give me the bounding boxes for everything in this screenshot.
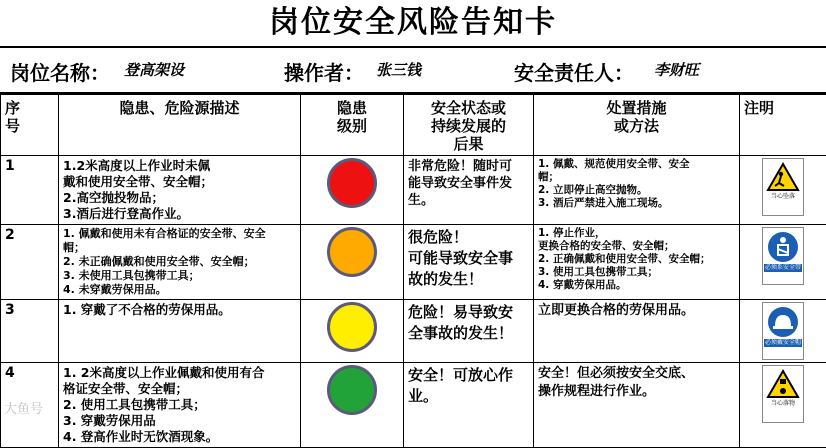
sign-caption: 当心落物 [771,400,795,408]
operator-label: 操作者： [284,57,364,86]
level-indicator [327,227,377,277]
row-consequence: 安全！可放心作 业。 [404,363,534,448]
responsible-label: 安全责任人： [514,57,634,86]
row-measures: 安全！但必须按安全交底、 操作规程进行作业。 [534,363,740,448]
row-num: 4 [1,363,59,448]
watermark: 大鱼号 [4,398,43,417]
row-hazard: 1. 穿戴了不合格的劳保用品。 [59,300,301,363]
fall-warning-icon [762,158,804,216]
level-indicator [327,365,377,415]
row-num: 1 [1,156,59,225]
post-label: 岗位名称： [10,57,110,86]
row-consequence: 非常危险！随时可 能导致安全事件发 生。 [404,156,534,225]
page-title: 岗位安全风险告知卡 [0,0,826,48]
table-row [1,300,826,363]
row-note [740,300,826,363]
row-measures: 1. 佩戴、规范使用安全带、安全 帽； 2. 立即停止高空抛物。 3. 酒后严禁进入施工现场。 [534,156,740,225]
risk-table [0,94,826,448]
sign-caption: 必须戴安全帽 [764,339,802,347]
row-level [301,156,404,225]
row-consequence: 危险！易导致安 全事故的发生！ [404,300,534,363]
level-indicator [327,158,377,208]
header-measures: 处置措施 或方法 [534,95,740,156]
sign-caption: 必须系安全带 [764,264,802,272]
operator-value: 张三钱 [376,59,421,80]
info-row [0,48,826,94]
row-hazard: 1. 2米高度以上作业佩戴和使用有合 格证安全带、安全帽； 2. 使用工具包携带工具； 3. 穿戴劳保用品 4. 登高作业时无饮酒现象。 [59,363,301,448]
row-num: 3 [1,300,59,363]
safety-belt-icon [762,227,804,285]
table-row [1,225,826,300]
header-hazard: 隐患、危险源描述 [59,95,301,156]
table-row [1,363,826,448]
row-level [301,225,404,300]
post-value: 登高架设 [124,59,184,80]
level-indicator [327,302,377,352]
header-level: 隐患 级别 [301,95,404,156]
row-note [740,225,826,300]
header-row [1,95,826,156]
row-num: 2 [1,225,59,300]
falling-object-warning-icon [762,365,804,423]
row-note [740,363,826,448]
header-note: 注明 [740,95,826,156]
header-consequence: 安全状态或 持续发展的 后果 [404,95,534,156]
row-level [301,363,404,448]
table-row [1,156,826,225]
header-num: 序 号 [1,95,59,156]
sign-caption: 当心坠落 [771,193,795,201]
row-consequence: 很危险！ 可能导致安全事 故的发生！ [404,225,534,300]
row-measures: 立即更换合格的劳保用品。 [534,300,740,363]
row-note [740,156,826,225]
helmet-icon [762,302,804,360]
row-level [301,300,404,363]
row-hazard: 1.2米高度以上作业时未佩 戴和使用安全带、安全帽； 2.高空抛投物品； 3.酒后进行登高作业。 [59,156,301,225]
row-measures: 1. 停止作业， 更换合格的安全带、安全帽； 2. 正确佩戴和使用安全带、安全帽； 3. 使用工具包携带工具； 4. 穿戴劳保用品。 [534,225,740,300]
responsible-value: 李财旺 [654,59,699,80]
row-hazard: 1. 佩戴和使用未有合格证的安全带、安全 帽； 2. 未正确佩戴和使用安全带、安全帽； 3. 未使用工具包携带工具； 4. 未穿戴劳保用品。 [59,225,301,300]
